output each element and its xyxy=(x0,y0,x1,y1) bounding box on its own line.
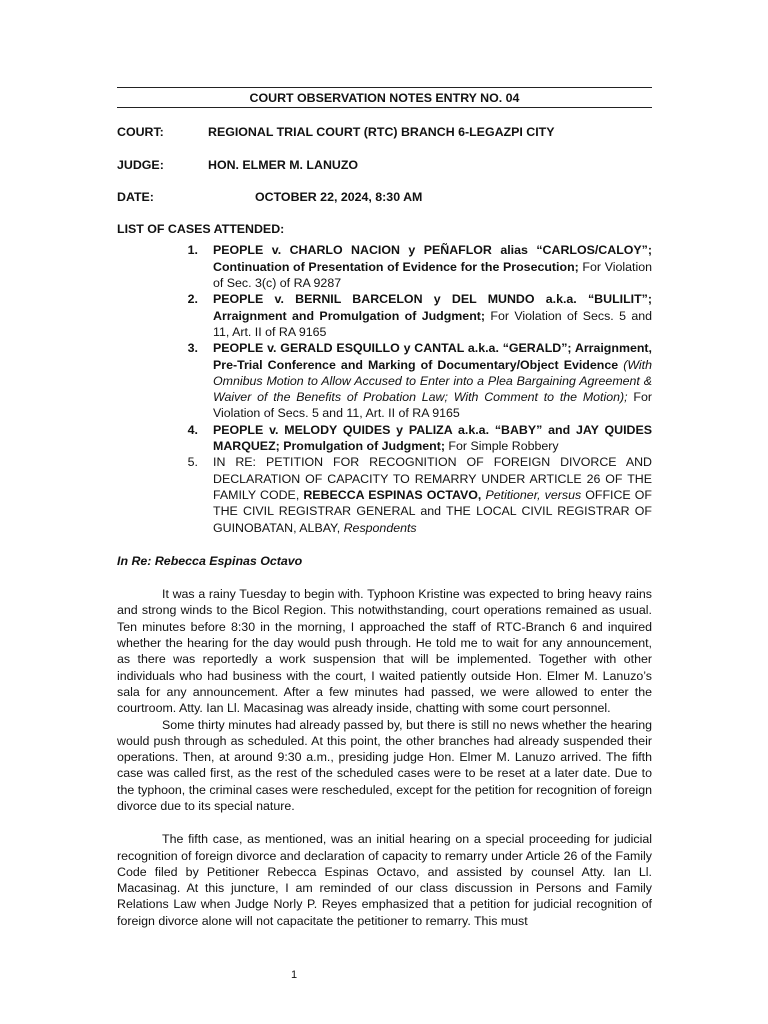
case-detail: For Simple Robbery xyxy=(444,439,559,454)
case-text xyxy=(198,454,652,535)
judge-label: JUDGE: xyxy=(117,157,164,172)
case-note: (With Omnibus Motion to Allow Accused to Enter into a Plea Bargaining Agreement & Waiver of the Benefits of Probation Law; With Comment to the Motion); xyxy=(213,357,652,405)
case-number: 2. xyxy=(187,292,198,307)
case-detail: For Violation of Sec. 3(c) of RA 9287 xyxy=(213,259,652,291)
respondents-names: OFFICE OF THE CIVIL REGISTRAR GENERAL and THE LOCAL CIVIL REGISTRAR OF GUINOBATAN, ALBAY, xyxy=(213,487,652,535)
case-item xyxy=(117,340,652,421)
date-value: OCTOBER 22, 2024, 8:30 AM xyxy=(255,189,423,204)
case-title: PEOPLE v. MELODY QUIDES y PALIZA a.k.a. “BABY” and JAY QUIDES MARQUEZ; Promulgation of Judgment; xyxy=(213,422,652,454)
date-field xyxy=(117,189,652,205)
respondents-role: Respondents xyxy=(343,520,417,535)
judge-value: HON. ELMER M. LANUZO xyxy=(208,157,359,172)
court-label: COURT: xyxy=(117,125,164,140)
paragraph: The fifth case, as mentioned, was an initial hearing on a special proceeding for judicial recognition of foreign divorce and declaration of capacity to remarry under Article 26 of the Family Code filed by Petitioner Rebecca Espinas Octavo, and assisted by counsel Atty. Ian Ll. Macasinag. At this juncture, I am reminded of our class discussion in Persons and Family Relations Law when Judge Norly P. Reyes emphasized that a petition for judicial recognition of foreign divorce alone will not capacitate the petitioner to remarry. This must xyxy=(117,832,652,928)
date-label: DATE: xyxy=(117,189,154,204)
page-number: 1 xyxy=(290,969,298,981)
section-heading: In Re: Rebecca Espinas Octavo xyxy=(117,553,303,568)
case-item xyxy=(117,454,652,535)
case-number: 5. xyxy=(187,455,198,470)
case-title: PEOPLE v. BERNIL BARCELON y DEL MUNDO a.k.a. “BULILIT”; Arraignment and Promulgation of Judgment; xyxy=(213,292,652,323)
case-text xyxy=(198,422,652,455)
case-text xyxy=(198,242,652,291)
case-title: PEOPLE v. GERALD ESQUILLO y CANTAL a.k.a. “GERALD”; Arraignment, Pre-Trial Conference and Marking of Documentary/Object Evidence xyxy=(213,341,652,372)
case-detail: For Violation of Secs. 5 and 11, Art. II of RA 9165 xyxy=(213,390,652,421)
case-number: 1. xyxy=(187,243,198,258)
case-title: PEOPLE v. CHARLO NACION y PEÑAFLOR alias “CARLOS/CALOY”; Continuation of Presentation of Evidence for the Prosecution; xyxy=(213,243,652,274)
petitioner-role: Petitioner, versus xyxy=(481,487,582,502)
court-value: REGIONAL TRIAL COURT (RTC) BRANCH 6-LEGAZPI CITY xyxy=(208,125,555,140)
document-title: COURT OBSERVATION NOTES ENTRY NO. 04 xyxy=(117,87,652,108)
case-number: 4. xyxy=(187,422,198,437)
judge-field xyxy=(117,157,652,173)
court-field xyxy=(117,124,652,140)
cases-list xyxy=(117,242,652,535)
case-text xyxy=(198,291,652,340)
cases-heading: LIST OF CASES ATTENDED: xyxy=(117,222,285,237)
case-number: 3. xyxy=(187,341,198,356)
paragraph: It was a rainy Tuesday to begin with. Typhoon Kristine was expected to bring heavy rains and strong winds to the Bicol Region. This notwithstanding, court operations remained as usual. Ten minutes before 8:30 in the morning, I approached the staff of RTC-Branch 6 and inquired whether the hearing for the day would push through. He told me to wait for any announcement, as there was reportedly a work suspension that will be implemented. Together with other individuals who had business with the court, I waited patiently outside Hon. Elmer M. Lanuzo’s sala for any announcement. After a few minutes had passed, we were allowed to enter the courtroom. Atty. Ian Ll. Macasinag was already inside, chatting with some court personnel. xyxy=(117,587,652,716)
petitioner-name: REBECCA ESPINAS OCTAVO, xyxy=(303,487,482,502)
document-body xyxy=(117,87,652,929)
case-detail: For Violation of Secs. 5 and 11, Art. II of RA 9165 xyxy=(213,308,652,339)
case-item xyxy=(117,422,652,455)
case-text xyxy=(198,340,652,421)
case-item xyxy=(117,242,652,291)
paragraph: Some thirty minutes had already passed by, but there is still no news whether the hearing would push through as scheduled. At this point, the other branches had already suspended their operations. Then, at around 9:30 a.m., presiding judge Hon. Elmer M. Lanuzo arrived. The fifth case was called first, as the rest of the scheduled cases were to be reset at a later date. Due to the typhoon, the criminal cases were rescheduled, except for the petition for recognition of foreign divorce due to its special nature. xyxy=(117,717,652,813)
case-caption: IN RE: PETITION FOR RECOGNITION OF FOREIGN DIVORCE AND DECLARATION OF CAPACITY TO REMARRY UNDER ARTICLE 26 OF THE FAMILY CODE, xyxy=(213,455,652,502)
case-item xyxy=(117,291,652,340)
